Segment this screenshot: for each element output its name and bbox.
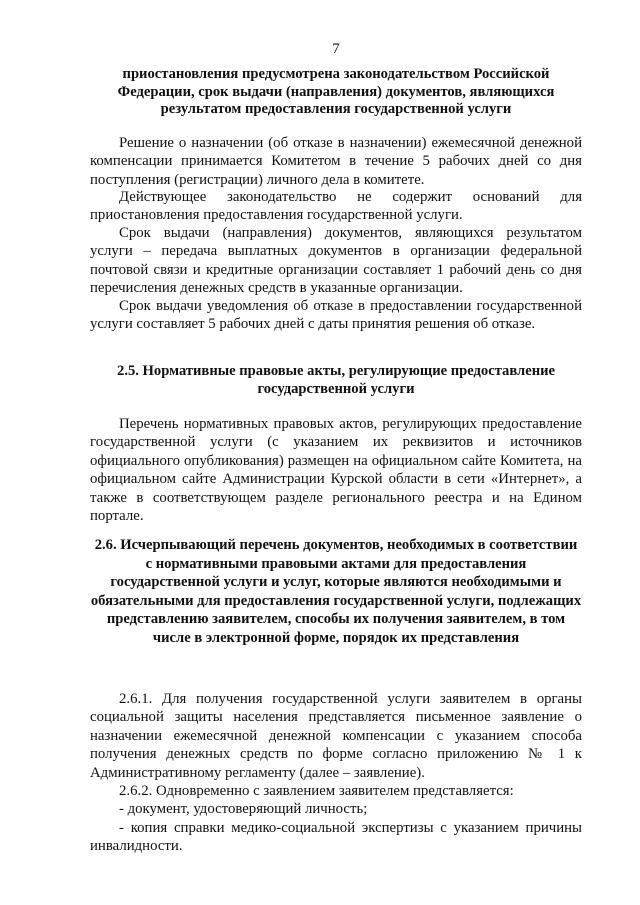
list-item-identity-document: - документ, удостоверяющий личность;	[119, 801, 368, 817]
paragraph-refusal-notice-term: Срок выдачи уведомления об отказе в предоставлении государственной услуги составляет 5 рабочих дней с даты принятия решения об отказе.	[90, 298, 582, 333]
paragraph-2-6-1: 2.6.1. Для получения государственной услуги заявителем в органы социальной защиты населения представляется письменное заявление о назначении ежемесячной денежной компенсации с указанием способа получения денежных средств по форме согласно приложению № 1 к Административному регламенту (далее – заявление).	[90, 691, 582, 781]
list-item-medical-certificate: - копия справки медико-социальной экспертизы с указанием причины инвалидности.	[90, 820, 582, 855]
page-number: 7	[332, 41, 340, 57]
paragraph-issue-term: Срок выдачи (направления) документов, являющихся результатом услуги – передача выплатных документов в организации федеральной почтовой связи и кредитные организации составляет 1 рабочий день со дня перечисления денежных средств в указанные организации.	[90, 225, 582, 297]
section-2-5-heading: 2.5. Нормативные правовые акты, регулирующие предоставление государственной услуги	[117, 363, 555, 397]
paragraph-2-6-2: 2.6.2. Одновременно с заявлением заявителем представляется:	[119, 783, 514, 799]
paragraph-no-suspension: Действующее законодательство не содержит оснований для приостановления предоставления государственной услуги.	[90, 189, 582, 224]
section-2-5-text: Перечень нормативных правовых актов, регулирующих предоставление государственной услуги (с указанием их реквизитов и источников официального опубликования) размещен на официальном сайте Комитета, на официальном сайте Администрации Курской области в сети «Интернет», а также в соответствующем разделе регионального реестра и на Едином портале.	[90, 416, 582, 525]
section-2-6-heading: 2.6. Исчерпывающий перечень документов, необходимых в соответствии с нормативными правовыми актами для предоставления государственной услуги и услуг, которые являются необходимыми и обязательными для предоставления государственной услуги, подлежащих представлению заявителем, способы их получения заявителем, в том числе в электронной форме, порядок их представления	[90, 537, 582, 646]
paragraph-decision-term: Решение о назначении (об отказе в назначении) ежемесячной денежной компенсации принимается Комитетом в течение 5 рабочих дней со дня поступления (регистрации) личного дела в комитете.	[90, 135, 582, 188]
continued-section-heading: приостановления предусмотрена законодательством Российской Федерации, срок выдачи (направления) документов, являющихся результатом предоставления государственной услуги	[117, 66, 555, 117]
